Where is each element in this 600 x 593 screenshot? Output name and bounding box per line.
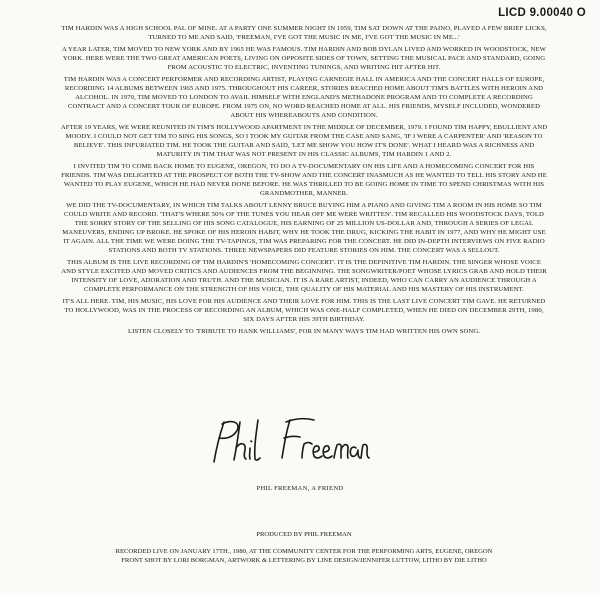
paragraph: THIS ALBUM IS THE LIVE RECORDING OF TIM HARDIN'S 'HOMECOMING CONCERT'. IT IS THE DEFINITIVE TIM HARDIN. THE SINGER WHOSE VOICE AND STYLE EXCITED AND MOVED CRITICS AND AUDIENCES FROM THE BEGINNING. THE SONGWRITER/POET WHOSE LYRICS GRAB AND HOLD THEIR INTENSITY OF LOVE, ADORATION AND TRUTH. AND THE MUSICIAN. IT IS A RARE ARTIST, INDEED, WHO CAN CARRY AN AUDIENCE THROUGH A COMPLETE PERFORMANCE ON THE STRENGTH OF HIS VOICE, THE QUALITY OF HIS MATERIAL AND HIS MASTERY OF HIS INSTRUMENT.	[61, 258, 547, 294]
catalog-number: LICD 9.00040 O	[498, 7, 586, 19]
paragraph: A YEAR LATER, TIM MOVED TO NEW YORK AND BY 1965 HE WAS FAMOUS. TIM HARDIN AND BOB DYLAN LIVED AND WORKED IN WOODSTOCK, NEW YORK. HERE WERE THE TWO GREAT AMERICAN POETS, LIVING ON OPPOSITE SIDES OF TOWN, SETTING THE MUSICAL PACE AND STANDARD, GOING FROM ACOUSTIC TO ELECTRIC, INVENTING TUNINGS, AND WRITING HIT AFTER HIT.	[61, 45, 547, 71]
credits-block	[60, 530, 548, 566]
paragraph: WE DID THE TV-DOCUMENTARY, IN WHICH TIM TALKS ABOUT LENNY BRUCE BUYING HIM A PIANO AND GIVING TIM A ROOM IN HIS HOME SO TIM COULD WRITE AND RECORD. 'THAT'S WHERE 50% OF THE TUNES YOU HEAR OFF ME WERE WRITTEN'. TIM RECALLED HIS WOODSTOCK DAYS, TOLD THE SORRY STORY OF THE SELLING OF HIS SONG CATALOGUE, HIS EARNING OF 25 MILLION US-DOLLAR AND, THROUGH A SERIES OF LEGAL MANEUVERS, ENDING UP BROKE. HE SPOKE OF HIS HEROIN HABIT, WHY HE TOOK THE DRUG, KICKING THE HABIT IN 1977, AND WHY HE MIGHT USE IT AGAIN. ALL THE TIME WE WERE DOING THE TV-TAPINGS, TIM WAS PREPARING FOR THE CONCERT. HE DID IN-DEPTH INTERVIEWS ON FIVE RADIO STATIONS AND BOTH TV STATIONS. THREE NEWSPAPERS DID FEATURE STORIES ON HIM. THE CONCERT WAS A SELLOUT.	[62, 201, 546, 255]
paragraph: I INVITED TIM TO COME BACK HOME TO EUGENE, OREGON, TO DO A TV-DOCUMENTARY ON HIS LIFE AND A HOMECOMING CONCERT FOR HIS FRIENDS. TIM WAS DELIGHTED AT THE PROSPECT OF BOTH THE TV-SHOW AND THE CONCERT INASMUCH AS HE WANTED TO TELL HIS STORY AND HE WANTED TO PLAY EUGENE, WHICH HE HAD NEVER DONE BEFORE. HE WAS THRILLED TO BE GOING HOME IN TIME TO SPEND CHRISTMAS WITH HIS GRANDMOTHER, MANNER.	[61, 162, 547, 197]
signature-caption: PHIL FREEMAN, A FRIEND	[256, 485, 344, 492]
handwritten-signature	[200, 414, 370, 472]
paragraph: IT'S ALL HERE. TIM, HIS MUSIC, HIS LOVE FOR HIS AUDIENCE AND THEIR LOVE FOR HIM. THIS IS THE LAST LIVE CONCERT TIM GAVE. HE RETURNED TO HOLLYWOOD, WAS IN THE PROCESS OF RECORDING AN ALBUM, WHICH WAS ONE-HALF COMPLETED, WHEN HE DIED ON DECEMBER 29TH, 1980, SIX DAYS AFTER HIS 39TH BIRTHDAY.	[62, 297, 546, 323]
paragraph: LISTEN CLOSELY TO 'TRIBUTE TO HANK WILLIAMS', FOR IN MANY WAYS TIM HAD WRITTEN HIS OWN SONG.	[127, 327, 481, 335]
paragraph: AFTER 19 YEARS, WE WERE REUNITED IN TIM'S HOLLYWOOD APARTMENT IN THE MIDDLE OF DECEMBER, 1979. I FOUND TIM HAPPY, EBULLIENT AND MOODY. I COULD NOT GET TIM TO SING HIS SONGS, SO I TOOK MY GUITAR FROM THE CASE AND SANG, 'IF I WERE A CARPENTER' AND 'REASON TO BELIEVE'. THIS INFURIATED TIM. HE TOOK THE GUITAR AND SAID, 'LET ME SHOW YOU HOW IT'S DONE'. WHAT I HEARD WAS A RICHNESS AND MATURITY IN TIM THAT WAS NOT PRESENT IN HIS CLASSIC ALBUMS, TIM HARDIN 1 AND 2.	[60, 123, 548, 158]
recording-credit: RECORDED LIVE ON JANUARY 17TH., 1980, AT THE COMMUNITY CENTER FOR THE PERFORMING ARTS, EUGENE, OREGON	[115, 548, 493, 556]
paragraph: TIM HARDIN WAS A HIGH SCHOOL PAL OF MINE. AT A PARTY ONE SUMMER NIGHT IN 1959, TIM SAT DOWN AT THE PAINO, PLAYED A FEW BRIEF LICKS, TURNED TO ME AND SAID, 'FREEMAN, I'VE GOT THE MUSIC IN ME, I'VE GOT THE MUSIC IN ME...'	[61, 25, 547, 42]
producer-credit: PRODUCED BY PHIL FREEMAN	[256, 531, 352, 538]
paragraph: TIM HARDIN WAS A CONCERT PERFORMER AND RECORDING ARTIST, PLAYING CARNEGIE HALL IN AMERICA AND THE CONCERT HALLS OF EUROPE, RECORDING 14 ALBUMS BETWEEN 1965 AND 1975. THROUGHOUT HIS CAREER, STORIES REACHED HOME ABOUT TIM'S BATTLES WITH HEROIN AND ALCOHOL. IN 1970, TIM MOVED TO LONDON TO AVAIL HIMSELF WITH ENGLAND'S METHADONE PROGRAM AND TO COMPLETE A RECORDING CONTRACT AND A CONCERT TOUR OF EUROPE. FROM 1975 ON, NO WORD REACHED HOME AT ALL. HIS FRIENDS, MYSELF INCLUDED, WONDERED ABOUT HIS WHEREABOUTS AND CONDITION.	[63, 75, 545, 120]
liner-notes-body	[60, 24, 548, 338]
artwork-credit: FRONT SHOT BY LORI BORGMAN, ARTWORK & LETTERING BY LINE DESIGN/JENNIFER LUTTOW, LITHO BY DIE LITHO	[121, 557, 487, 565]
